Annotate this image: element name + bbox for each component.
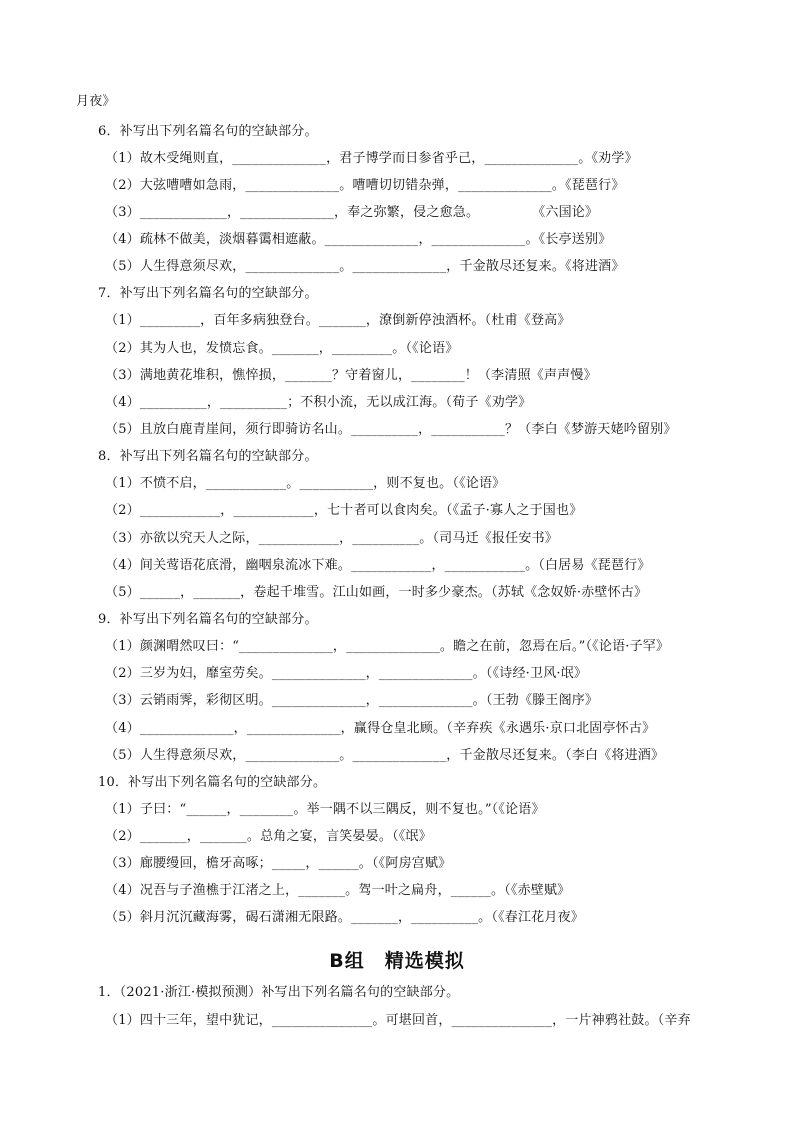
question-item: （4）______________，______________，赢得仓皇北顾。（辛弃疾《永遇乐·京口北固亭怀古》 bbox=[105, 721, 656, 736]
question-item: （1）子曰：“______，________。举一隅不以三隅反，则不复也。”（《论语》 bbox=[105, 802, 545, 817]
question-item: （1）不愤不启，____________。___________，则不复也。（《论语》 bbox=[105, 476, 506, 491]
text-line: 月夜》 bbox=[76, 94, 116, 109]
question-item: （2）三岁为妇，靡室劳矣。______________，______________。（《诗经·卫风·氓》 bbox=[105, 666, 588, 681]
question-item: （5）______，_______，卷起千堆雪。江山如画，一时多少豪杰。（苏轼《念奴娇·赤壁怀古》 bbox=[105, 585, 648, 600]
question-heading: 9．补写出下列名篇名句的空缺部分。 bbox=[98, 612, 318, 627]
question-item: （3）廊腰缦回，檐牙高啄；_____，______。（《阿房宫赋》 bbox=[105, 856, 452, 871]
question-item: （4）况吾与子渔樵于江渚之上，_______。驾一叶之扁舟，______。（《赤壁赋》 bbox=[105, 883, 571, 898]
question-item: （5）且放白鹿青崖间，须行即骑访名山。__________，___________？（李白《梦游天姥吟留别》 bbox=[105, 422, 677, 437]
section-heading: B组 精选模拟 bbox=[329, 950, 465, 972]
question-item: （2）_______，_______。总角之宴，言笑晏晏。（《氓》 bbox=[105, 829, 432, 844]
question-item: （2）____________，____________，七十者可以食肉矣。（《孟子·寡人之于国也》 bbox=[105, 503, 583, 518]
question-item: （2）大弦嘈嘈如急雨，______________。嘈嘈切切错杂弹，______________。《琵琶行》 bbox=[105, 178, 625, 193]
question-item: （4）__________，__________；不积小流，无以成江海。（荀子《劝学》 bbox=[105, 395, 532, 410]
question-item: （2）其为人也，发愤忘食。_______，_________。（《论语》 bbox=[105, 341, 459, 356]
question-item: （3）亦欲以究天人之际，____________，__________。（司马迁《报任安书》 bbox=[105, 531, 558, 546]
question-item: （4）间关莺语花底滑，幽咽泉流冰下难。____________，____________。（白居易《琵琶行》 bbox=[105, 558, 651, 573]
question-heading: 6．补写出下列名篇名句的空缺部分。 bbox=[98, 124, 318, 139]
question-item: （1）故木受绳则直，______________，君子博学而日参省乎己，______________。《劝学》 bbox=[105, 151, 638, 166]
question-item: （5）人生得意须尽欢，______________。______________，千金散尽还复来。《将进酒》 bbox=[105, 259, 625, 274]
question-item: （1）_________，百年多病独登台。_______，潦倒新停浊酒杯。（杜甫《登高》 bbox=[105, 313, 571, 328]
question-heading: 1．（2021·浙江·模拟预测）补写出下列名篇名句的空缺部分。 bbox=[98, 985, 460, 1000]
question-item: （3）满地黄花堆积，憔悴损，_______？守着窗儿，________！（李清照《声声慢》 bbox=[105, 368, 597, 383]
question-item: （4）疏林不做美，淡烟暮霭相遮蔽。______________，______________。《长亭送别》 bbox=[105, 232, 612, 247]
question-item: （1）四十三年，望中犹记，_______________。可堪回首，_______________，一片神鸦社鼓。（辛弃 bbox=[105, 1013, 691, 1028]
question-item: （3）云销雨霁，彩彻区明。______________，______________。（王勃《滕王阁序》 bbox=[105, 693, 599, 708]
question-item: （5）人生得意须尽欢，______________。______________，千金散尽还复来。（李白《将进酒》 bbox=[105, 748, 665, 763]
question-item: （3）_____________，______________，奉之弥繁，侵之愈急。 《六国论》 bbox=[105, 205, 599, 220]
question-item: （5）斜月沉沉藏海雾，碣石潇湘无限路。_______，__________。（《春江花月夜》 bbox=[105, 910, 584, 925]
question-heading: 7．补写出下列名篇名句的空缺部分。 bbox=[98, 286, 318, 301]
question-heading: 10．补写出下列名篇名句的空缺部分。 bbox=[98, 775, 327, 790]
question-item: （1）颜渊喟然叹曰：“______________，______________。瞻之在前，忽焉在后。”（《论语·子罕》 bbox=[105, 639, 670, 654]
question-heading: 8．补写出下列名篇名句的空缺部分。 bbox=[98, 449, 318, 464]
